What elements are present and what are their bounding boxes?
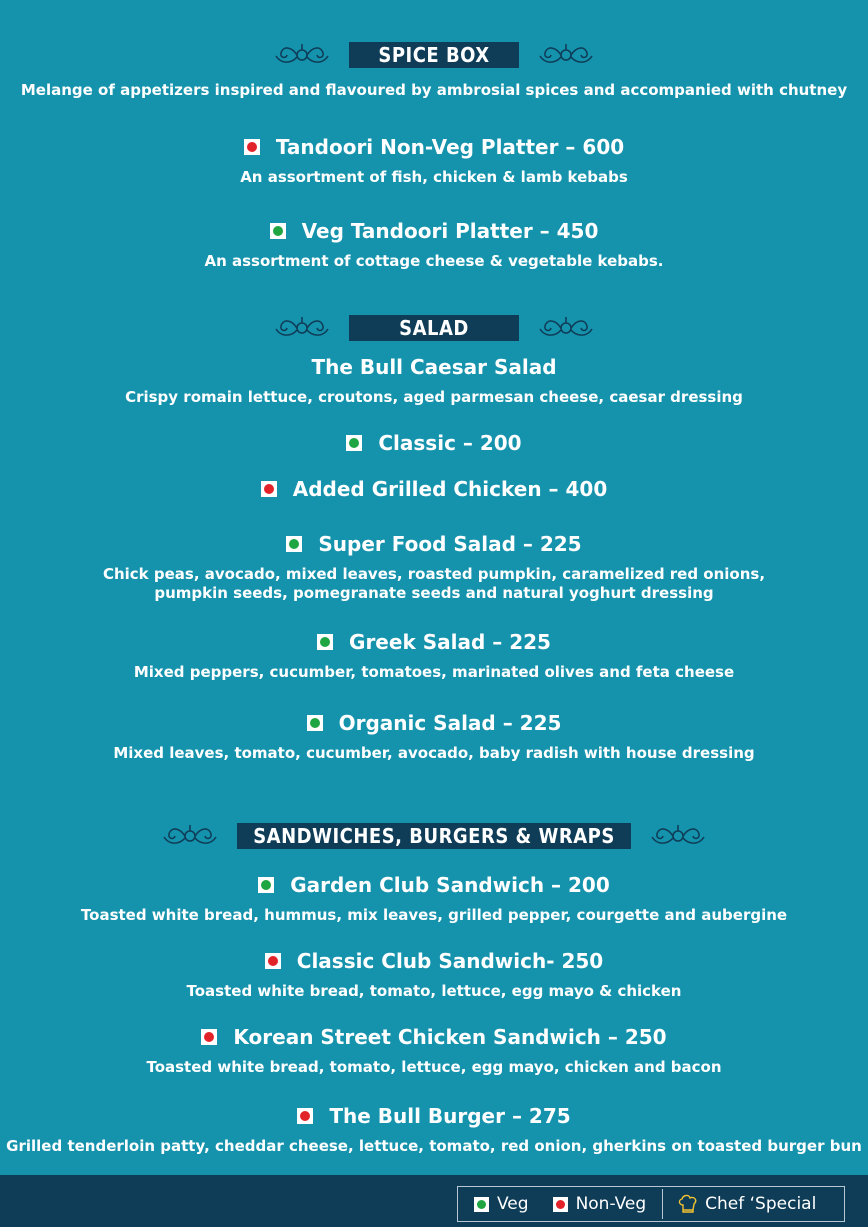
section-header-spice-box (0, 41, 868, 69)
menu-item-name: Classic – 200 (378, 431, 522, 455)
ornament-icon (649, 823, 707, 849)
non-veg-icon (244, 139, 260, 155)
veg-icon (258, 877, 274, 893)
legend-non-veg-label: Non-Veg (575, 1194, 647, 1214)
legend-non-veg (553, 1194, 647, 1214)
section-header-salad (0, 314, 868, 342)
ornament-icon (537, 315, 595, 341)
menu-item-desc: Toasted white bread, tomato, lettuce, egg mayo & chicken (186, 982, 682, 1000)
veg-icon (270, 223, 286, 239)
menu-item-desc: Grilled tenderloin patty, cheddar cheese, lettuce, tomato, red onion, gherkins on toasted burger bun (6, 1137, 862, 1155)
menu-item-title (0, 531, 868, 557)
legend-veg (474, 1194, 529, 1214)
menu-item-title (0, 218, 868, 244)
ornament-icon (273, 315, 331, 341)
section-header-sandwiches (0, 822, 868, 850)
menu-item-name: Garden Club Sandwich – 200 (290, 873, 610, 897)
menu-item-title (0, 1103, 868, 1129)
menu-item-name: Added Grilled Chicken – 400 (292, 477, 608, 501)
non-veg-icon (265, 953, 281, 969)
menu-item-title (0, 1024, 868, 1050)
menu-item-title (0, 134, 868, 160)
menu-item-desc: An assortment of fish, chicken & lamb kebabs (240, 168, 628, 186)
section-intro: Melange of appetizers inspired and flavoured by ambrosial spices and accompanied with chutney (20, 81, 848, 99)
menu-item-desc: Chick peas, avocado, mixed leaves, roasted pumpkin, caramelized red onions, (102, 565, 766, 583)
menu-item-title (0, 476, 868, 502)
menu-item-name: The Bull Burger – 275 (329, 1104, 571, 1128)
ornament-icon (161, 823, 219, 849)
menu-item-desc: Toasted white bread, tomato, lettuce, egg mayo, chicken and bacon (146, 1058, 722, 1076)
non-veg-icon (261, 481, 277, 497)
footer-bar (0, 1175, 868, 1227)
veg-icon (474, 1197, 489, 1212)
menu-item-name: Organic Salad – 225 (338, 711, 562, 735)
menu-item-desc: Toasted white bread, hummus, mix leaves, grilled pepper, courgette and aubergine (80, 906, 788, 924)
non-veg-icon (201, 1029, 217, 1045)
legend-chef-label: Chef ‘Special (705, 1194, 817, 1214)
ornament-icon (537, 42, 595, 68)
legend-chef-special (677, 1194, 816, 1214)
menu-item-name: Korean Street Chicken Sandwich – 250 (233, 1025, 667, 1049)
menu-item-title (0, 872, 868, 898)
chef-hat-icon (677, 1194, 699, 1214)
veg-icon (346, 435, 362, 451)
section-title: SALAD (349, 315, 519, 341)
section-title: SPICE BOX (349, 42, 519, 68)
menu-item-name: Tandoori Non-Veg Platter – 600 (275, 135, 625, 159)
veg-icon (317, 634, 333, 650)
legend (457, 1186, 845, 1222)
menu-item-name: Super Food Salad – 225 (318, 532, 582, 556)
menu-item-title (0, 710, 868, 736)
non-veg-icon (297, 1108, 313, 1124)
menu-item-name: Veg Tandoori Platter – 450 (301, 219, 599, 243)
legend-divider (662, 1189, 663, 1219)
veg-icon (286, 536, 302, 552)
veg-icon (307, 715, 323, 731)
menu-item-desc: Mixed leaves, tomato, cucumber, avocado, baby radish with house dressing (113, 744, 755, 762)
menu-item-desc: An assortment of cottage cheese & vegetable kebabs. (204, 252, 664, 270)
menu-item-name: The Bull Caesar Salad (311, 355, 557, 379)
menu-item-title (0, 354, 868, 380)
menu-item-name: Greek Salad – 225 (349, 630, 551, 654)
menu-item-title (0, 948, 868, 974)
ornament-icon (273, 42, 331, 68)
menu-item-name: Classic Club Sandwich- 250 (296, 949, 604, 973)
section-title: SANDWICHES, BURGERS & WRAPS (237, 823, 631, 849)
menu-item-desc: pumpkin seeds, pomegranate seeds and natural yoghurt dressing (154, 584, 714, 602)
menu-item-desc: Mixed peppers, cucumber, tomatoes, marinated olives and feta cheese (133, 663, 735, 681)
menu-item-title (0, 430, 868, 456)
menu-item-desc: Crispy romain lettuce, croutons, aged parmesan cheese, caesar dressing (125, 388, 743, 406)
menu-item-title (0, 629, 868, 655)
legend-veg-label: Veg (497, 1194, 529, 1214)
non-veg-icon (553, 1197, 568, 1212)
